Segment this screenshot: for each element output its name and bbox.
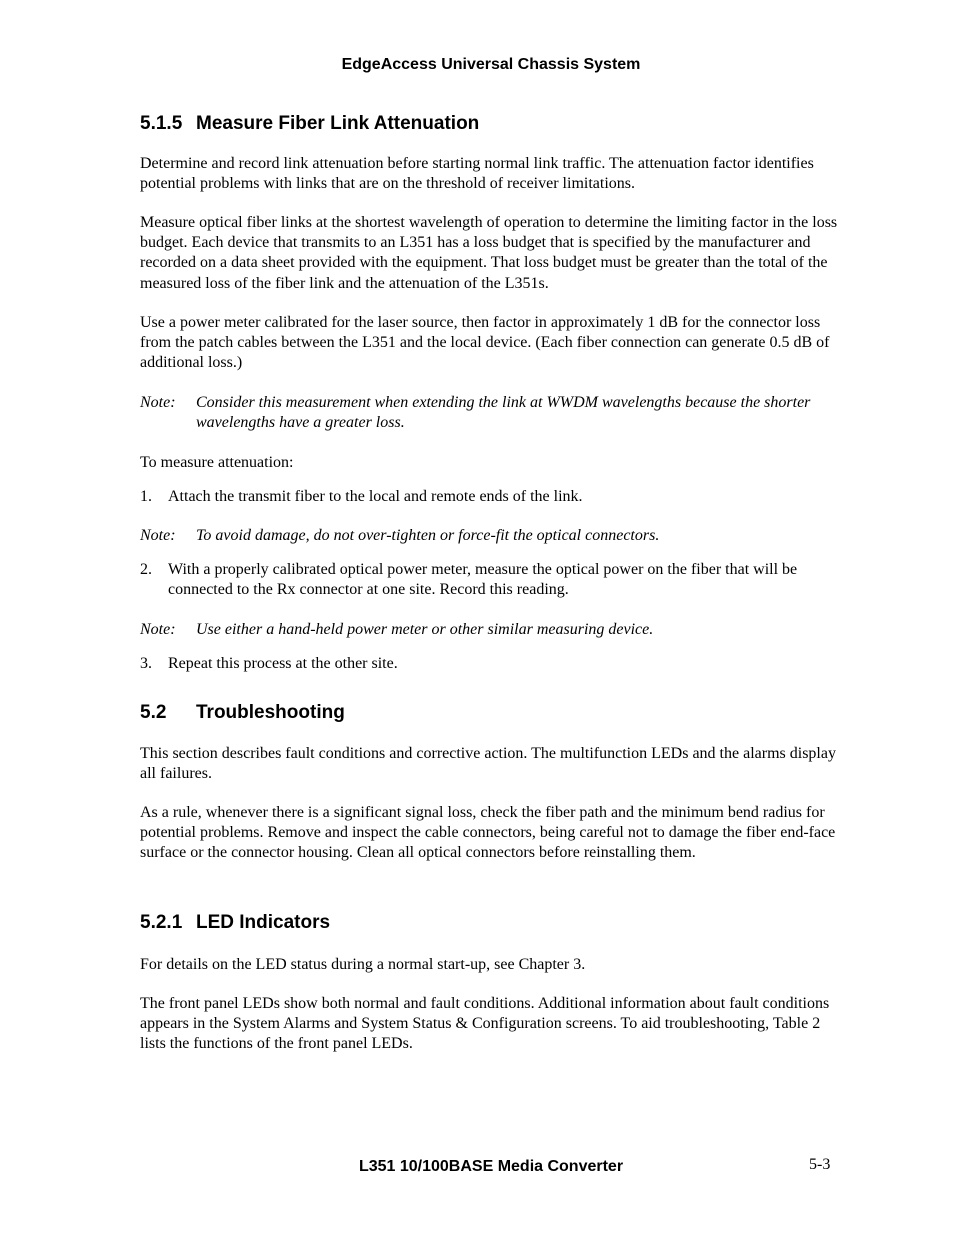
running-header: EdgeAccess Universal Chassis System xyxy=(341,56,641,73)
list-number: 2. xyxy=(140,561,152,578)
section-number: 5.2 xyxy=(140,702,167,723)
note xyxy=(140,526,840,546)
note-text: Use either a hand-held power meter or other similar measuring device. xyxy=(196,621,654,638)
note-label: Note: xyxy=(140,394,176,411)
paragraph: This section describes fault conditions and corrective action. The multifunction LEDs and the alarms display all failures. xyxy=(140,745,836,783)
paragraph: Determine and record link attenuation before starting normal link traffic. The attenuation factor identifies potential problems with links that are on the threshold of receiver limitations. xyxy=(140,155,814,193)
list-number: 3. xyxy=(140,655,152,672)
paragraph: To measure attenuation: xyxy=(140,454,294,471)
list-item xyxy=(140,654,840,674)
note-text: Consider this measurement when extending the link at WWDM wavelengths because the shorter wavelengths have a greater loss. xyxy=(196,394,811,432)
paragraph: Use a power meter calibrated for the laser source, then factor in approximately 1 dB for the connector loss from the patch cables between the L351 and the local device. (Each fiber connection can generate 0.5 dB of additional loss.) xyxy=(140,314,830,372)
section-number: 5.2.1 xyxy=(140,912,183,933)
note-label: Note: xyxy=(140,621,176,638)
page-number: 5-3 xyxy=(809,1156,831,1173)
list-text: With a properly calibrated optical power meter, measure the optical power on the fiber that will be connected to the Rx connector at one site. Record this reading. xyxy=(168,561,798,599)
note xyxy=(140,620,840,640)
paragraph: For details on the LED status during a normal start-up, see Chapter 3. xyxy=(140,956,586,973)
running-footer: L351 10/100BASE Media Converter xyxy=(358,1158,624,1175)
note xyxy=(140,393,840,433)
section-heading-5-2-1 xyxy=(140,912,330,934)
paragraph: Measure optical fiber links at the shortest wavelength of operation to determine the limiting factor in the loss budget. Each device that transmits to an L351 has a loss budget that is specified by the manufacturer and recorded on a data sheet provided with the equipment. That loss budget must be greater than the total of the measured loss of the fiber link and the attenuation of the L351s. xyxy=(140,214,838,292)
paragraph: As a rule, whenever there is a significant signal loss, check the fiber path and the minimum bend radius for potential problems. Remove and inspect the cable connectors, being careful not to damage the fiber end-face surface or the connector housing. Clean all optical connectors before reinstalling them. xyxy=(140,804,836,862)
section-number: 5.1.5 xyxy=(140,113,183,134)
section-heading-5-1-5 xyxy=(140,113,479,135)
list-text: Attach the transmit fiber to the local and remote ends of the link. xyxy=(168,488,583,505)
section-heading-5-2 xyxy=(140,702,345,724)
note-label: Note: xyxy=(140,527,176,544)
list-item xyxy=(140,487,840,507)
section-title: Troubleshooting xyxy=(196,702,345,723)
list-item xyxy=(140,560,840,600)
section-title: LED Indicators xyxy=(196,912,331,933)
list-text: Repeat this process at the other site. xyxy=(168,655,398,672)
paragraph: The front panel LEDs show both normal and fault conditions. Additional information about fault conditions appears in the System Alarms and System Status & Configuration screens. To aid troubleshooting, Table 2 lists the functions of the front panel LEDs. xyxy=(140,995,830,1053)
section-title: Measure Fiber Link Attenuation xyxy=(196,113,480,134)
list-number: 1. xyxy=(140,488,152,505)
note-text: To avoid damage, do not over-tighten or force-fit the optical connectors. xyxy=(196,527,660,544)
